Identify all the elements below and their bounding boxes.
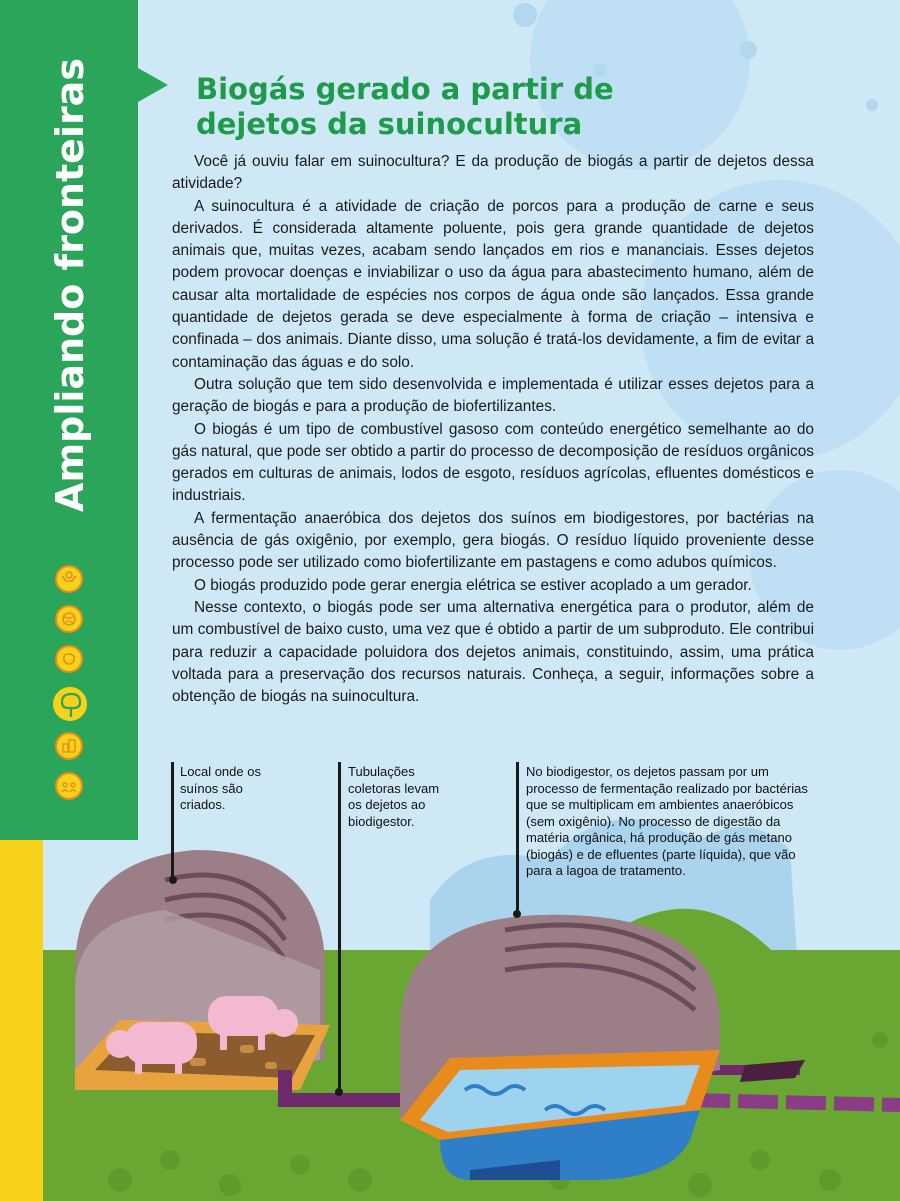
callout-dot [513,910,521,918]
article-body [172,151,814,708]
article-paragraph: A fermentação anaeróbica dos dejetos dos suínos em biodigestores, por bactérias na ausência de gás oxigênio, por exemplo, gera biogás. O resíduo líquido proveniente desse processo pode ser utilizado como biofertilizante em pastagens e como adubos químicos. [172,509,814,572]
callout-line [171,762,174,882]
article-paragraph: O biogás é um tipo de combustível gasoso com conteúdo energético semelhante ao do gás natural, que pode ser obtido a partir do processo de decomposição de resíduos orgânicos gerados em culturas de animais, lodos de esgoto, resíduos agrícolas, efluentes domésticos e industriais. [172,420,814,505]
callout-line [338,762,341,1094]
article-title-line-2: dejetos da suinocultura [196,107,583,141]
callout-dot [335,1088,343,1096]
article-title-line-1: Biogás gerado a partir de [196,72,614,106]
globe-icon[interactable] [55,605,83,633]
article-title [196,72,756,142]
article-paragraph: Você já ouviu falar em suinocultura? E da produção de biogás a partir de dejetos dessa atividade? [172,153,814,193]
sidebar-arrow-tab [138,68,168,102]
recycle-icon[interactable] [55,645,83,673]
section-title-text: Ampliando fronteiras [48,58,92,512]
active-icon-marker [36,697,46,709]
tree-icon[interactable] [50,684,90,724]
article-paragraph: Outra solução que tem sido desenvolvida e implementada é utilizar esses dejetos para a geração de biogás e para a produção de biofertilizantes. [172,375,814,416]
people-icon[interactable] [55,565,83,593]
callout-pig-barn: Local onde os suínos são criados. [180,764,261,812]
article-paragraph: A suinocultura é a atividade de criação de porcos para a produção de carne e seus derivados. É considerada altamente poluente, pois gera grande quantidade de dejetos animais que, muitas vezes, acabam sendo lançados em rios e mananciais. Esses dejetos podem provocar doenças e inviabilizar o uso da água para abastecimento humano, além de causar alta mortalidade de espécies nos corpos de água onde são lançados. Essa grande quantidade de dejetos gerada se deve especialmente à forma de criação – intensiva e confinada – dos animais. Diante disso, uma solução é tratá-los devidamente, a fim de evitar a contaminação das águas e do solo. [172,197,814,371]
callout-pipes: Tubulações coletoras levam os dejetos ao biodigestor. [348,764,440,829]
callout-line [516,762,519,916]
article-paragraph: O biogás produzido pode gerar energia elétrica se estiver acoplado a um gerador. [194,576,752,594]
callout-dot [169,876,177,884]
callout-biodigester: No biodigestor, os dejetos passam por um processo de fermentação realizado por bactérias que se multiplicam em ambientes anaeróbicos (sem oxigênio). No processo de digestão da matéria orgânica, há produção de gás metano (biogás) e de efluentes (parte líquida), que vão para a lagoa de tratamento. [526,764,808,878]
article-paragraph: Nesse contexto, o biogás pode ser uma alternativa energética para o produtor, além de um combustível de baixo custo, uma vez que é obtido a partir de um subproduto. Ele contribui para reduzir a capacidade poluidora dos dejetos animais, constituindo, assim, uma prática voltada para a preservação dos recursos naturais. Conheça, a seguir, informações sobre a obtenção de biogás na suinocultura. [172,598,814,706]
